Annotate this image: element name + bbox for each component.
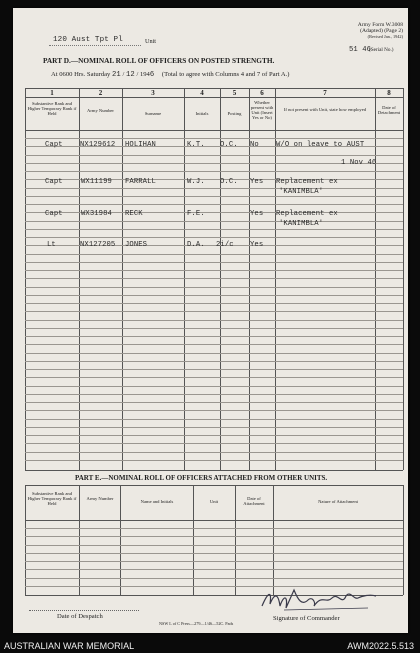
ruled-line [25, 419, 403, 420]
ruled-line [25, 278, 403, 279]
col-num-3: 3 [151, 89, 155, 97]
ruled-line [25, 578, 403, 579]
row-note-2: 1 Nov 46 [341, 159, 377, 167]
col-num-4: 4 [200, 89, 204, 97]
ruled-line [25, 545, 403, 546]
ruled-line [25, 303, 403, 304]
row-posting: O.C. [220, 178, 238, 186]
row-rank: Capt [45, 210, 63, 218]
ruled-line [25, 270, 403, 271]
header-detachment: Date of Detachment [377, 105, 401, 115]
ruled-line [25, 410, 403, 411]
ruled-line [25, 369, 403, 370]
ruled-line [25, 386, 403, 387]
col-num-1: 1 [50, 89, 54, 97]
part-d-title: PART D.—NOMINAL ROLL OF OFFICERS ON POSTED STRENGTH. [43, 56, 275, 65]
row-present: Yes [250, 178, 264, 186]
row-posting: O.C. [220, 141, 238, 149]
row-note: W/O on leave to AUST [276, 141, 365, 149]
col-num-2: 2 [98, 89, 103, 97]
ruled-line [25, 138, 403, 139]
printer-imprint: NSW L of C Press—279—1/46—52C. Pads [159, 621, 234, 626]
commander-signature [258, 586, 380, 614]
form-sheet [13, 8, 408, 633]
row-posting: 2i/c [216, 241, 234, 249]
ruled-line [25, 427, 403, 428]
row-initials: K.T. [187, 141, 205, 149]
col-num-7: 7 [323, 89, 327, 97]
ruled-line [25, 229, 403, 230]
ruled-line [25, 328, 403, 329]
row-note-2: 'KANIMBLA' [279, 220, 324, 228]
col-num-5: 5 [232, 89, 237, 97]
row-note: Replacement ex [276, 210, 338, 218]
ruled-line [25, 460, 403, 461]
unit-label: Unit [145, 38, 157, 45]
ruled-line [25, 254, 403, 255]
ruled-line [25, 402, 403, 403]
unit-value: 120 Aust Tpt Pl [53, 36, 123, 44]
row-initials: D.A. [187, 241, 205, 249]
e-header-nature: Nature of Attachment [318, 499, 358, 504]
header-army-number: Army Number [87, 108, 114, 113]
row-note-2: 'KANIMBLA' [279, 188, 324, 196]
row-surname: HOLIHAN [125, 141, 156, 149]
ruled-line [25, 311, 403, 312]
ruled-line [25, 443, 403, 444]
e-header-date: Date of Attachment [243, 496, 265, 506]
signature-label: Signature of Commander [273, 615, 340, 622]
ruled-line [25, 188, 403, 189]
ruled-line [25, 553, 403, 554]
row-number: WX11199 [81, 178, 112, 186]
row-initials: F.E. [187, 210, 205, 218]
header-not-present: If not present with Unit, state how employed [283, 107, 367, 112]
ruled-line [25, 171, 403, 172]
serial-value: 51 46 [349, 46, 372, 54]
ruled-line [25, 320, 403, 321]
ruled-line [25, 561, 403, 562]
row-surname: FARRALL [125, 178, 156, 186]
total-note: (Total to agree with Columns 4 and 7 of Part A.) [161, 71, 290, 78]
row-rank: Lt [47, 241, 56, 249]
ruled-line [25, 336, 403, 337]
header-posting: Posting [227, 111, 242, 116]
form-id: Army Form W.3008 (Adapted) (Page 2) (Revised Jan., 1942) [357, 22, 403, 39]
header-present: Whether present with Unit (Insert Yes or No) [250, 100, 274, 120]
ruled-line [25, 528, 403, 529]
serial-label: (Serial No.) [369, 47, 394, 53]
ruled-line [25, 262, 403, 263]
part-e-title: PART E.—NOMINAL ROLL OF OFFICERS ATTACHED FROM OTHER UNITS. [75, 474, 328, 482]
row-present: Yes [250, 241, 264, 249]
ruled-line [25, 155, 403, 156]
row-note: Replacement ex [276, 178, 338, 186]
row-number: WX31984 [81, 210, 112, 218]
e-header-army-number: Army Number [86, 496, 114, 501]
row-surname: JONES [125, 241, 148, 249]
ruled-line [25, 452, 403, 453]
date-year: 6 [149, 71, 155, 79]
ruled-line [25, 394, 403, 395]
date-of-despatch-label: Date of Despatch [57, 613, 103, 620]
archive-id: AWM2022.5.513 [347, 641, 414, 651]
unit-underline [49, 45, 141, 46]
header-surname: Surname [144, 111, 162, 116]
header-initials: Initials [195, 111, 209, 116]
ruled-line [25, 353, 403, 354]
row-number: NX129612 [80, 141, 116, 149]
e-header-rank: Substantive Rank and Higher Temporary Rank if Held [27, 491, 77, 506]
date-day: 21 [112, 71, 121, 79]
date-of-despatch-line [29, 610, 139, 611]
ruled-line [25, 287, 403, 288]
row-surname: RECK [125, 210, 143, 218]
row-present: Yes [250, 210, 264, 218]
date-month: 12 [125, 71, 135, 79]
ruled-line [25, 569, 403, 570]
row-initials: W.J. [187, 178, 205, 186]
ruled-line [25, 536, 403, 537]
ruled-line [25, 377, 403, 378]
ruled-line [25, 435, 403, 436]
ruled-line [25, 237, 403, 238]
ruled-line [25, 221, 403, 222]
e-header-unit: Unit [209, 499, 219, 504]
ruled-line [25, 295, 403, 296]
archive-institution: AUSTRALIAN WAR MEMORIAL [4, 641, 135, 651]
ruled-line [25, 344, 403, 345]
col-num-8: 8 [387, 89, 391, 97]
col-num-6: 6 [260, 89, 264, 97]
ruled-line [25, 204, 403, 205]
row-number: NX127205 [80, 241, 116, 249]
e-header-name: Name and Initials [140, 499, 174, 504]
header-rank: Substantive Rank and Higher Temporary Rank if Held [27, 101, 77, 116]
ruled-line [25, 361, 403, 362]
row-rank: Capt [45, 178, 63, 186]
ruled-line [25, 196, 403, 197]
date-line: At 0600 Hrs. Saturday 21 / 12 / 1946 (Total to agree with Columns 4 and 7 of Part A.) [51, 71, 290, 79]
row-rank: Capt [45, 141, 63, 149]
row-present: No [250, 141, 259, 149]
